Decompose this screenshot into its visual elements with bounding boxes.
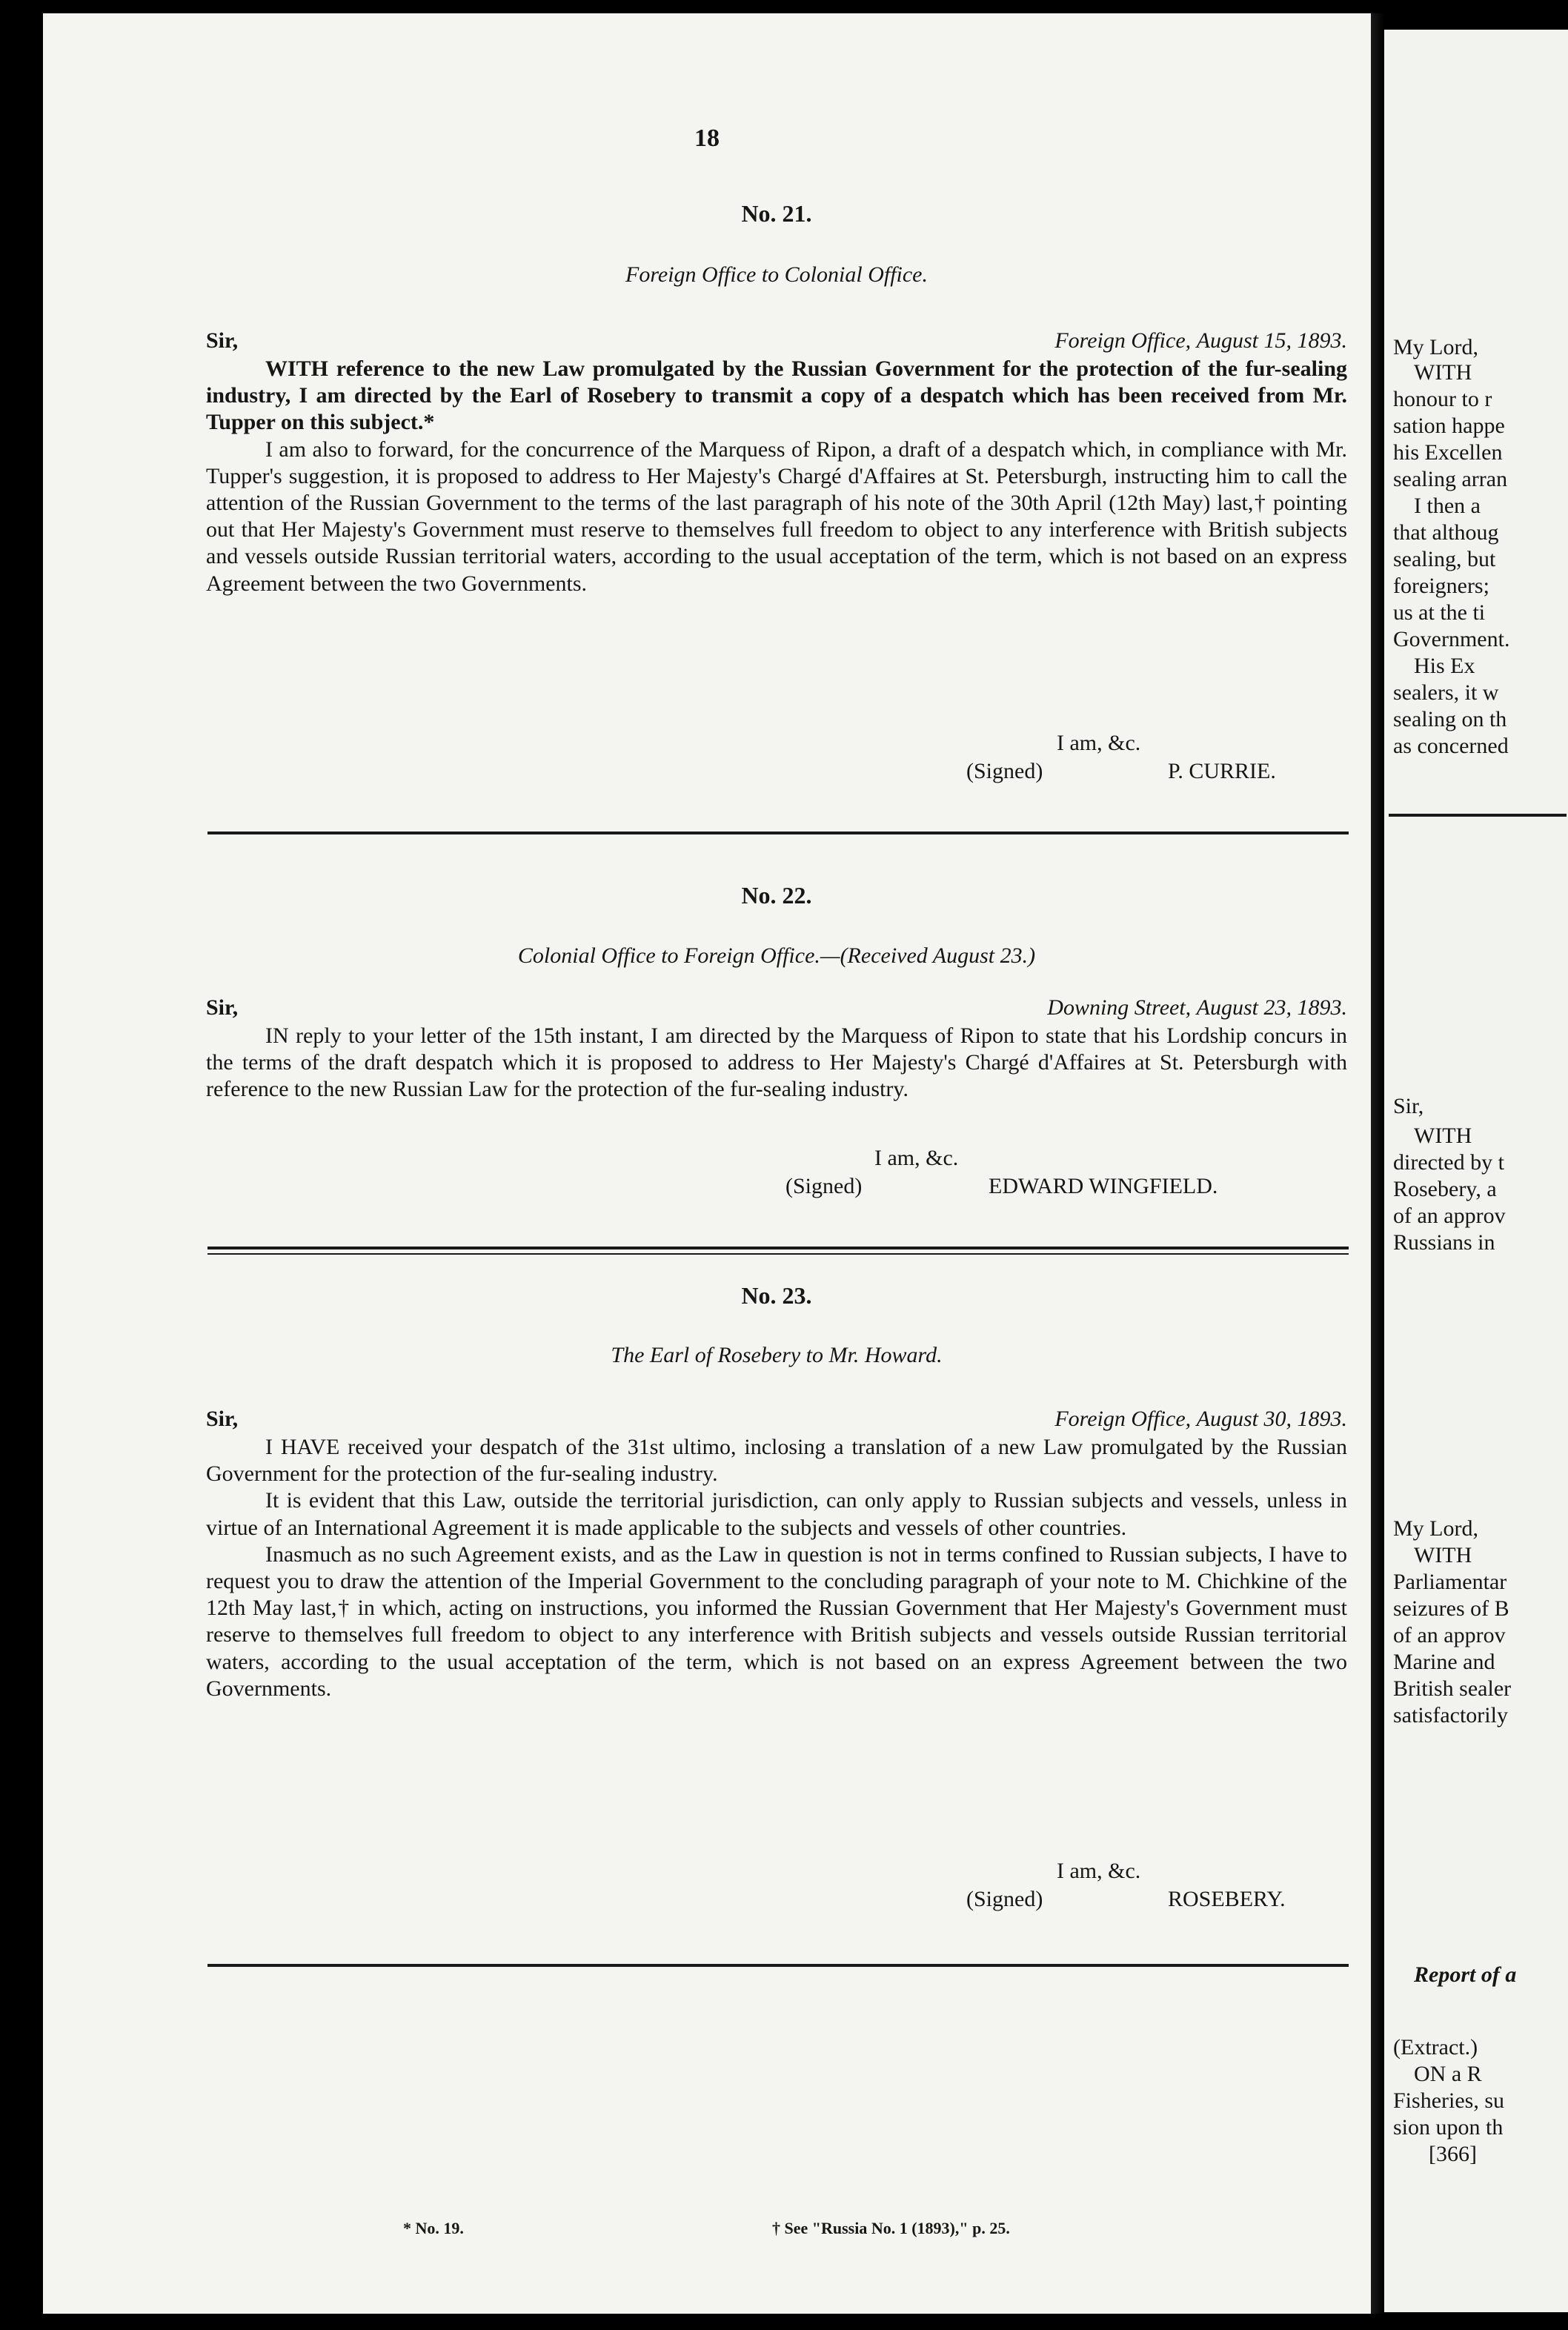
right-page-line: (Extract.): [1393, 2035, 1478, 2060]
right-page-line: sealing on th: [1393, 707, 1507, 731]
doc-body: [206, 356, 1347, 597]
signatory: ROSEBERY.: [1168, 1887, 1286, 1911]
right-page-line: sation happe: [1393, 414, 1505, 438]
section-divider-thin: [207, 1253, 1349, 1255]
right-page-line: His Ex: [1414, 654, 1475, 678]
footnote-right: † See "Russia No. 1 (1893)," p. 25.: [772, 2219, 1010, 2237]
dateline: [1047, 995, 1347, 1020]
section-divider: [207, 1247, 1349, 1249]
left-page: [43, 13, 1371, 2314]
doc-heading: No. 22.: [741, 882, 812, 909]
right-page-line: honour to r: [1393, 387, 1492, 411]
closing: I am, &c.: [1057, 1859, 1141, 1883]
right-page-line: sealing arran: [1393, 467, 1508, 491]
closing: I am, &c.: [1057, 731, 1141, 755]
right-page-line: sealing, but: [1393, 547, 1496, 571]
signatory: EDWARD WINGFIELD.: [989, 1174, 1218, 1198]
right-page-line: foreigners;: [1393, 574, 1489, 598]
signed-label: (Signed): [966, 1887, 1043, 1911]
right-page-line: satisfactorily: [1393, 1703, 1508, 1727]
right-page-line: of an approv: [1393, 1623, 1506, 1647]
doc-body: [206, 1023, 1347, 1103]
doc-body: [206, 1434, 1347, 1702]
paragraph: It is evident that this Law, outside the territorial jurisdiction, can only apply to Russian subjects and vessels, unless in virtue of an International Agreement it is made applicable to the subjects and vessels of other countries.: [206, 1488, 1347, 1540]
dateline-date: August 15, 1893.: [1196, 328, 1347, 353]
paragraph: WITH reference to the new Law promulgated by the Russian Government for the protection of the fur-sealing industry, I am directed by the Earl of Rosebery to transmit a copy of a despatch which has been received from Mr. Tupper on this subject.*: [206, 356, 1347, 435]
doc-subheading: The Earl of Rosebery to Mr. Howard.: [611, 1343, 943, 1367]
signed-label: (Signed): [785, 1174, 863, 1198]
right-page-line: WITH: [1414, 1123, 1472, 1148]
paragraph: I HAVE received your despatch of the 31st ultimo, inclosing a translation of a new Law promulgated by the Russian Government for the protection of the fur-sealing industry.: [206, 1435, 1347, 1487]
right-page-line: Rosebery, a: [1393, 1177, 1497, 1201]
right-page-line: of an approv: [1393, 1204, 1506, 1228]
right-page-line: WITH: [1414, 360, 1472, 385]
dateline-place: Foreign Office,: [1054, 1407, 1192, 1431]
paragraph: IN reply to your letter of the 15th instant, I am directed by the Marquess of Ripon to state that his Lordship concurs in the terms of the draft despatch which it is proposed to address to Her Majesty's Chargé d'Affaires at St. Petersburgh with reference to the new Russian Law for the protection of the fur-sealing industry.: [206, 1023, 1347, 1102]
right-page-line: I then a: [1414, 494, 1481, 518]
dateline: [1054, 1407, 1347, 1432]
doc-heading: No. 21.: [741, 200, 812, 227]
right-page-line: Report of a: [1414, 1962, 1517, 1987]
salutation: Sir,: [206, 995, 239, 1020]
salutation: Sir,: [206, 328, 239, 353]
right-page-line: Government.: [1393, 627, 1510, 651]
dateline-place: Foreign Office,: [1054, 328, 1192, 353]
paragraph: I am also to forward, for the concurrence of the Marquess of Ripon, a draft of a despatch which, in compliance with Mr. Tupper's suggestion, it is proposed to address to Her Majesty's Chargé d'Affaires at St. Petersburgh, instructing him to call the attention of the Russian Government to the terms of the last paragraph of his note of the 30th April (12th May) last,† pointing out that Her Majesty's Government must reserve to themselves full freedom to object to any interference with British subjects and vessels outside Russian territorial waters, according to the usual acceptation of the term, which is not based on an express Agreement between the two Governments.: [206, 437, 1347, 596]
right-page-line: British sealer: [1393, 1676, 1512, 1701]
right-page-line: his Excellen: [1393, 440, 1503, 465]
right-page-line: ON a R: [1414, 2062, 1482, 2086]
paragraph: Inasmuch as no such Agreement exists, and as the Law in question is not in terms confined to Russian subjects, I have to request you to draw the attention of the Imperial Government to the concluding paragraph of your note to M. Chichkine of the 12th May last,† in which, acting on instructions, you informed the Russian Government that Her Majesty's Government must reserve to themselves full freedom to object to any interference with British subjects and vessels outside Russian territorial waters, according to the usual acceptation of the term, which is not based on an express Agreement between the two Governments.: [206, 1541, 1347, 1701]
right-page-fragment: [1384, 30, 1568, 2312]
right-page-divider: [1389, 814, 1567, 817]
doc-subheading: Colonial Office to Foreign Office.—(Received August 23.): [517, 943, 1036, 968]
page-gutter: [1371, 13, 1384, 2314]
right-page-line: WITH: [1414, 1543, 1472, 1567]
right-page-line: Parliamentar: [1393, 1570, 1507, 1594]
footnote-left: * No. 19.: [403, 2219, 464, 2237]
right-page-line: Russians in: [1393, 1230, 1495, 1255]
dateline-date: August 30, 1893.: [1196, 1407, 1347, 1431]
right-page-line: sion upon th: [1393, 2115, 1504, 2140]
section-divider: [207, 832, 1349, 834]
right-page-line: sealers, it w: [1393, 680, 1499, 705]
right-page-line: us at the ti: [1393, 600, 1486, 625]
signatory: P. CURRIE.: [1168, 759, 1276, 783]
right-page-line: Fisheries, su: [1393, 2088, 1504, 2113]
right-page-line: directed by t: [1393, 1150, 1504, 1175]
right-page-line: seizures of B: [1393, 1596, 1509, 1621]
right-page-line: that althoug: [1393, 520, 1499, 545]
signed-label: (Signed): [966, 759, 1043, 783]
right-page-line: [366]: [1429, 2142, 1477, 2166]
right-page-line: Marine and: [1393, 1650, 1495, 1674]
doc-heading: No. 23.: [741, 1282, 812, 1309]
page-number: 18: [694, 125, 720, 152]
right-page-line: Sir,: [1393, 1094, 1424, 1118]
closing: I am, &c.: [874, 1146, 959, 1170]
section-divider: [207, 1964, 1349, 1967]
salutation: Sir,: [206, 1407, 239, 1431]
dateline-date: August 23, 1893.: [1196, 995, 1347, 1020]
dateline: [1054, 328, 1347, 354]
right-page-line: as concerned: [1393, 734, 1509, 758]
dateline-place: Downing Street,: [1047, 995, 1192, 1020]
right-page-line: My Lord,: [1393, 1516, 1478, 1541]
doc-subheading: Foreign Office to Colonial Office.: [625, 262, 928, 287]
right-page-line: My Lord,: [1393, 335, 1478, 359]
